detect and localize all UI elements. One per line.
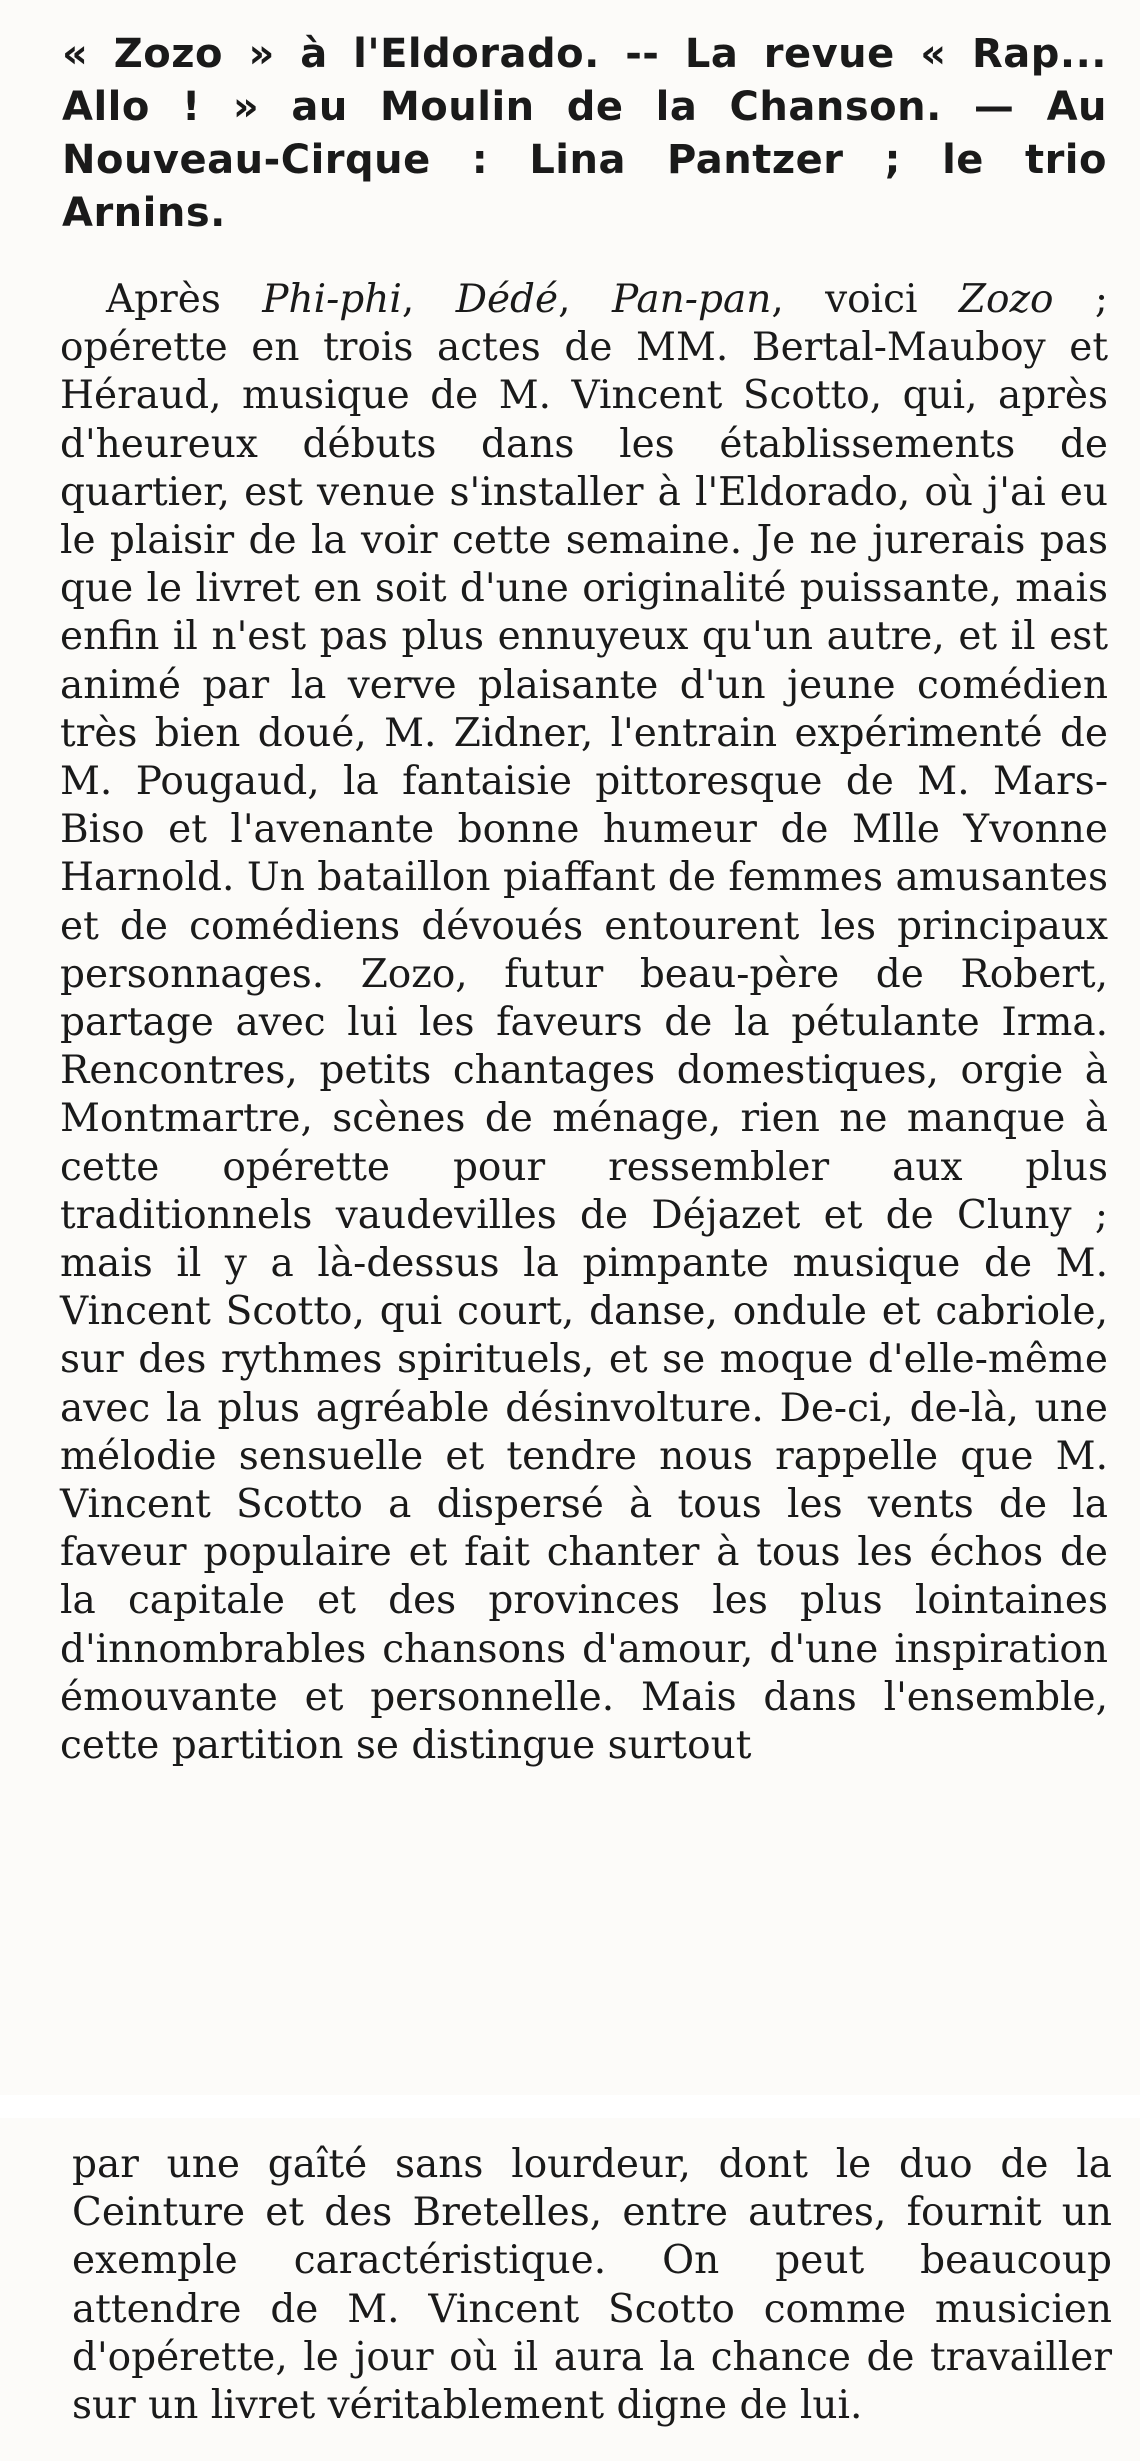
separator: , voici bbox=[771, 277, 959, 322]
show-title-dede: Dédé bbox=[455, 277, 559, 322]
separator: , bbox=[558, 277, 612, 322]
paragraph-1-lead: Après bbox=[106, 277, 263, 322]
article-paragraph-2: par une gaîté sans lourdeur, dont le duo de la Ceinture et des Bretelles, entre autres, fournit un exemple caractéristique. On peut beaucoup attendre de M. Vincent Scotto comme musicien d'opérette, le jour où il aura la chance de travailler sur un livret véritablement digne de lui. bbox=[72, 2142, 1112, 2429]
article-paragraph-1 bbox=[60, 276, 1108, 1770]
show-title-pan-pan: Pan-pan bbox=[611, 277, 772, 322]
article-headline: « Zozo » à l'Eldorado. -- La revue « Rap... Allo ! » au Moulin de la Chanson. — Au Nouveau-Cirque : Lina Pantzer ; le trio Arnins. bbox=[62, 31, 1107, 236]
show-title-zozo: Zozo bbox=[958, 277, 1054, 322]
show-title-phi-phi: Phi-phi bbox=[262, 277, 402, 322]
separator: , bbox=[401, 277, 456, 322]
clipping-gap bbox=[0, 2095, 1140, 2118]
paragraph-1-body: ; opérette en trois actes de MM. Bertal-Mauboy et Héraud, musique de M. Vincent Scotto, qui, après d'heureux débuts dans les établissements de quartier, est venue s'installer à l'Eldorado, où j'ai eu le plaisir de la voir cette semaine. Je ne jurerais pas que le livret en soit d'une originalité puissante, mais enfin il n'est pas plus ennuyeux qu'un autre, et il est animé par la verve plaisante d'un jeune comédien très bien doué, M. Zidner, l'entrain expérimenté de M. Pougaud, la fantaisie pittoresque de M. Mars-Biso et l'avenante bonne humeur de Mlle Yvonne Harnold. Un bataillon piaffant de femmes amusantes et de comédiens dévoués entourent les principaux personnages. Zozo, futur beau-père de Robert, partage avec lui les faveurs de la pétulante Irma. Rencontres, petits chantages domestiques, orgie à Montmartre, scènes de ménage, rien ne manque à cette opérette pour ressembler aux plus traditionnels vaudevilles de Déjazet et de Cluny ; mais il y a là-dessus la pimpante musique de M. Vincent Scotto, qui court, danse, ondule et cabriole, sur des rythmes spirituels, et se moque d'elle-même avec la plus agréable désinvolture. De-ci, de-là, une mélodie sensuelle et tendre nous rappelle que M. Vincent Scotto a dispersé à tous les vents de la faveur populaire et fait chanter à tous les échos de la capitale et des provinces les plus lointaines d'innombrables chansons d'amour, d'une inspiration émouvante et personnelle. Mais dans l'ensemble, cette partition se distingue surtout bbox=[60, 277, 1109, 1769]
